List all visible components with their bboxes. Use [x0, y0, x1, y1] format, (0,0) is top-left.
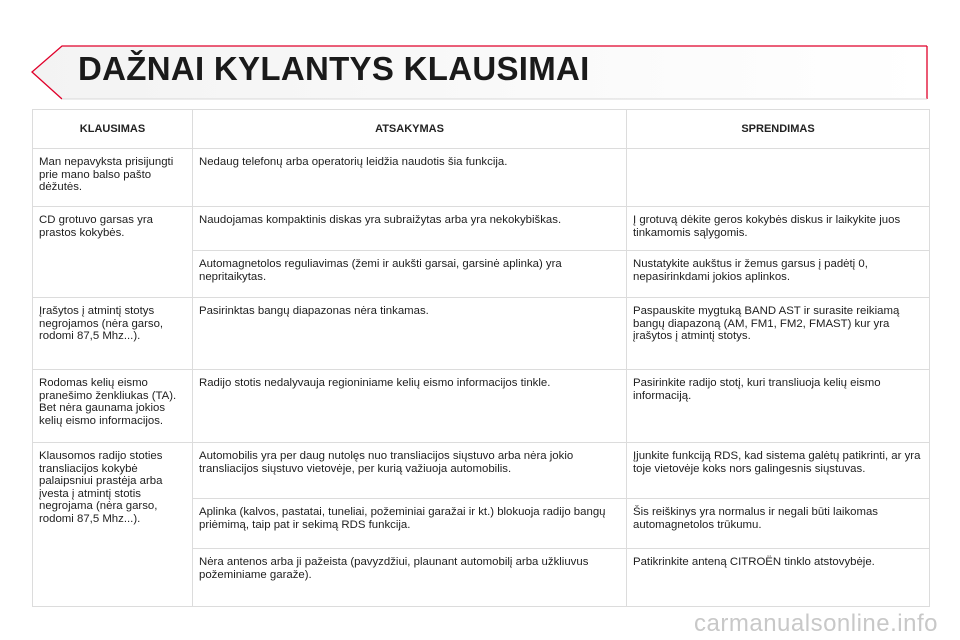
- table-row: [33, 298, 930, 370]
- question-text: Man nepavyksta prisijungti prie mano balso pašto dėžutės.: [39, 156, 174, 194]
- table-row: [33, 149, 930, 207]
- answer-text: Pasirinktas bangų diapazonas nėra tinkamas.: [199, 305, 429, 317]
- answer-cell: [193, 370, 627, 443]
- column-header-question: KLAUSIMAS: [33, 110, 193, 149]
- solution-cell: [627, 207, 930, 251]
- solution-text: Patikrinkite anteną CITROËN tinklo atstovybėje.: [633, 556, 875, 568]
- question-text: Įrašytos į atmintį stotys negrojamos (nėra garso, rodomi 87,5 Mhz...).: [39, 305, 164, 343]
- answer-text: Nėra antenos arba ji pažeista (pavyzdžiui, plaunant automobilį arba užkliuvus požeminiame garaže).: [199, 556, 589, 581]
- answer-text: Nedaug telefonų arba operatorių leidžia naudotis šia funkcija.: [199, 156, 508, 168]
- answer-text: Automobilis yra per daug nutolęs nuo transliacijos siųstuvo arba nėra jokio transliacijos siųstuvo vietovėje, per kurią važiuoja automobilis.: [199, 450, 574, 475]
- solution-cell: [627, 549, 930, 607]
- answer-cell: [193, 207, 627, 251]
- column-header-solution: SPRENDIMAS: [627, 110, 930, 149]
- solution-cell: [627, 370, 930, 443]
- solution-cell: [627, 251, 930, 298]
- table-row: [33, 443, 930, 499]
- solution-text: Pasirinkite radijo stotį, kuri transliuoja kelių eismo informaciją.: [633, 377, 881, 402]
- question-text: Rodomas kelių eismo pranešimo ženkliukas (TA). Bet nėra gaunama jokios kelių eismo informacijos.: [39, 377, 177, 427]
- table-row: [33, 370, 930, 443]
- table-header-row: [33, 110, 930, 149]
- answer-text: Aplinka (kalvos, pastatai, tuneliai, požeminiai garažai ir kt.) blokuoja radijo bangų priėmimą, taip pat ir sekimą RDS funkcija.: [199, 506, 606, 531]
- question-text: CD grotuvo garsas yra prastos kokybės.: [39, 214, 153, 239]
- solution-text: Į grotuvą dėkite geros kokybės diskus ir laikykite juos tinkamomis sąlygomis.: [633, 214, 901, 239]
- question-text: Klausomos radijo stoties transliacijos kokybė palaipsniui prastėja arba įvesta į atmintį stotis negrojama (nėra garso, rodomi 87,5 Mhz...).: [39, 450, 163, 525]
- question-cell: [33, 443, 193, 607]
- page-title: DAŽNAI KYLANTYS KLAUSIMAI: [78, 50, 590, 87]
- answer-cell: [193, 298, 627, 370]
- watermark-text: carmanualsonline.info: [694, 610, 938, 637]
- solution-text: [633, 149, 923, 156]
- column-header-answer: ATSAKYMAS: [193, 110, 627, 149]
- solution-cell: [627, 443, 930, 499]
- solution-cell: [627, 298, 930, 370]
- answer-cell: [193, 443, 627, 499]
- faq-table: [32, 109, 930, 607]
- question-cell: [33, 207, 193, 298]
- answer-cell: [193, 251, 627, 298]
- question-cell: [33, 370, 193, 443]
- solution-text: Įjunkite funkciją RDS, kad sistema galėtų patikrinti, ar yra toje vietovėje koks nors galingesnis siųstuvas.: [633, 450, 921, 475]
- answer-cell: [193, 549, 627, 607]
- answer-text: Naudojamas kompaktinis diskas yra subraižytas arba yra nekokybiškas.: [199, 214, 562, 226]
- solution-cell: [627, 499, 930, 549]
- answer-text: Radijo stotis nedalyvauja regioniniame kelių eismo informacijos tinkle.: [199, 377, 551, 389]
- header-band: [0, 0, 960, 110]
- faq-table-container: [32, 109, 929, 607]
- answer-text: Automagnetolos reguliavimas (žemi ir aukšti garsai, garsinė aplinka) yra nepritaikytas.: [199, 258, 562, 283]
- table-row: [33, 207, 930, 251]
- solution-text: Paspauskite mygtuką BAND AST ir surasite reikiamą bangų diapazoną (AM, FM1, FM2, FMAST) kur yra įrašytos į atmintį stotys.: [633, 305, 900, 343]
- solution-cell: [627, 149, 930, 207]
- solution-text: Šis reiškinys yra normalus ir negali būti laikomas automagnetolos trūkumu.: [633, 506, 878, 531]
- question-cell: [33, 149, 193, 207]
- answer-cell: [193, 499, 627, 549]
- solution-text: Nustatykite aukštus ir žemus garsus į padėtį 0, nepasirinkdami jokios aplinkos.: [633, 258, 868, 283]
- question-cell: [33, 298, 193, 370]
- answer-cell: [193, 149, 627, 207]
